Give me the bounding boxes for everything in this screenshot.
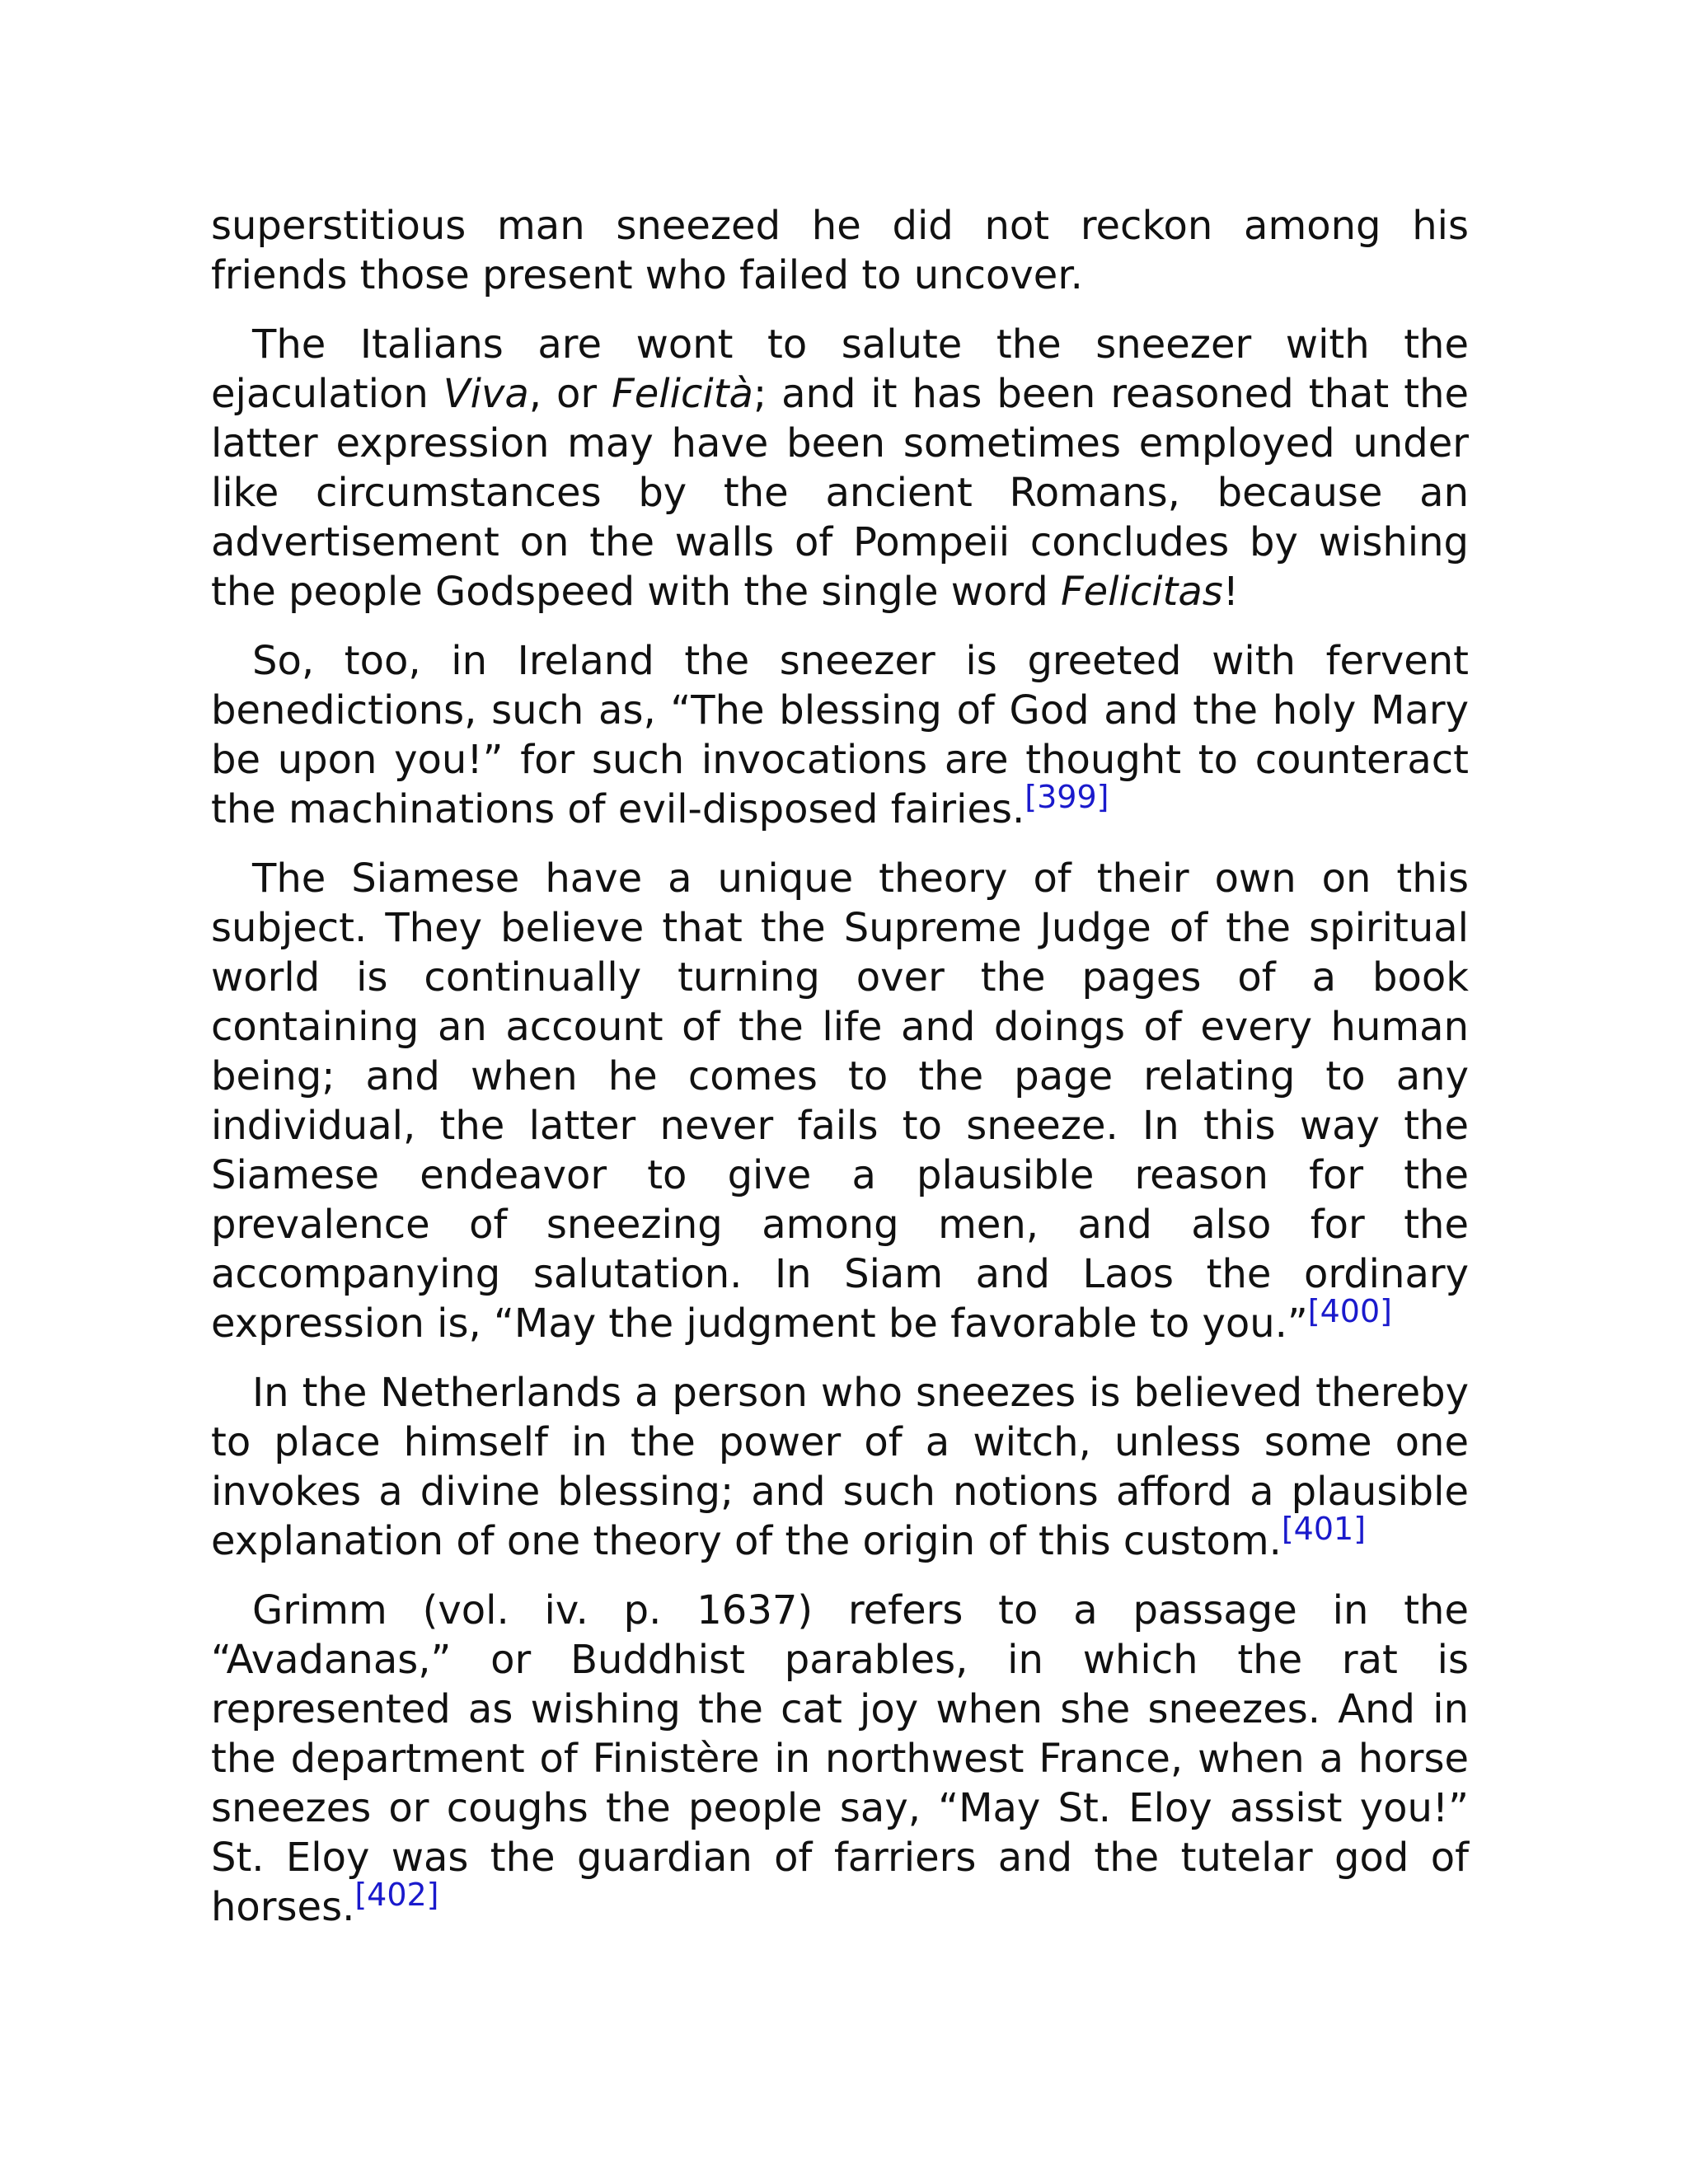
- paragraph: [211, 636, 1469, 834]
- italic-term: Felicità: [612, 371, 753, 417]
- footnote-link-400[interactable]: [400]: [1307, 1293, 1392, 1329]
- italic-term: Felicitas: [1061, 569, 1223, 615]
- text-segment: The Italians are wont to salute the sneezer with the ejaculation: [211, 321, 1469, 417]
- page-body: [211, 201, 1469, 1952]
- text-segment: !: [1222, 569, 1240, 615]
- paragraph: [211, 1368, 1469, 1566]
- text-segment: The Siamese have a unique theory of their own on this subject. They believe that the Supreme Judge of the spiritual world is continually turning over the pages of a book containing an account of the life and doings of every human being; and when he comes to the page relating to any individual, the latter never fails to sneeze. In this way the Siamese endeavor to give a plausible reason for the prevalence of sneezing among men, and also for the accompanying salutation. In Siam and Laos the ordinary expression is, “May the judgment be favorable to you.”: [211, 855, 1469, 1347]
- paragraph: [211, 201, 1469, 300]
- footnote-link-399[interactable]: [399]: [1025, 779, 1109, 815]
- text-segment: In the Netherlands a person who sneezes is believed thereby to place himself in the power of a witch, unless some one invokes a divine blessing; and such notions afford a plausible explanation of one theory of the origin of this custom.: [211, 1370, 1469, 1564]
- paragraph: [211, 854, 1469, 1348]
- text-segment: So, too, in Ireland the sneezer is greeted with fervent benedictions, such as, “The blessing of God and the holy Mary be upon you!” for such invocations are thought to counteract the machinations of evil-disposed fairies.: [211, 638, 1469, 832]
- text-segment: superstitious man sneezed he did not reckon among his friends those present who failed to uncover.: [211, 203, 1469, 298]
- footnote-link-402[interactable]: [402]: [354, 1877, 439, 1913]
- text-segment: , or: [528, 371, 612, 417]
- text-segment: ; and it has been reasoned that the latter expression may have been sometimes employed under like circumstances by the ancient Romans, because an advertisement on the walls of Pompeii concludes by wishing the people Godspeed with the single word: [211, 371, 1470, 615]
- text-segment: Grimm (vol. iv. p. 1637) refers to a passage in the “Avadanas,” or Buddhist parables, in which the rat is represented as wishing the cat joy when she sneezes. And in the department of Finistère in northwest France, when a horse sneezes or coughs the people say, “May St. Eloy assist you!” St. Eloy was the guardian of farriers and the tutelar god of horses.: [211, 1587, 1469, 1930]
- paragraph: [211, 1586, 1469, 1932]
- paragraph: [211, 320, 1469, 616]
- footnote-link-401[interactable]: [401]: [1281, 1511, 1367, 1547]
- italic-term: Viva: [443, 371, 529, 417]
